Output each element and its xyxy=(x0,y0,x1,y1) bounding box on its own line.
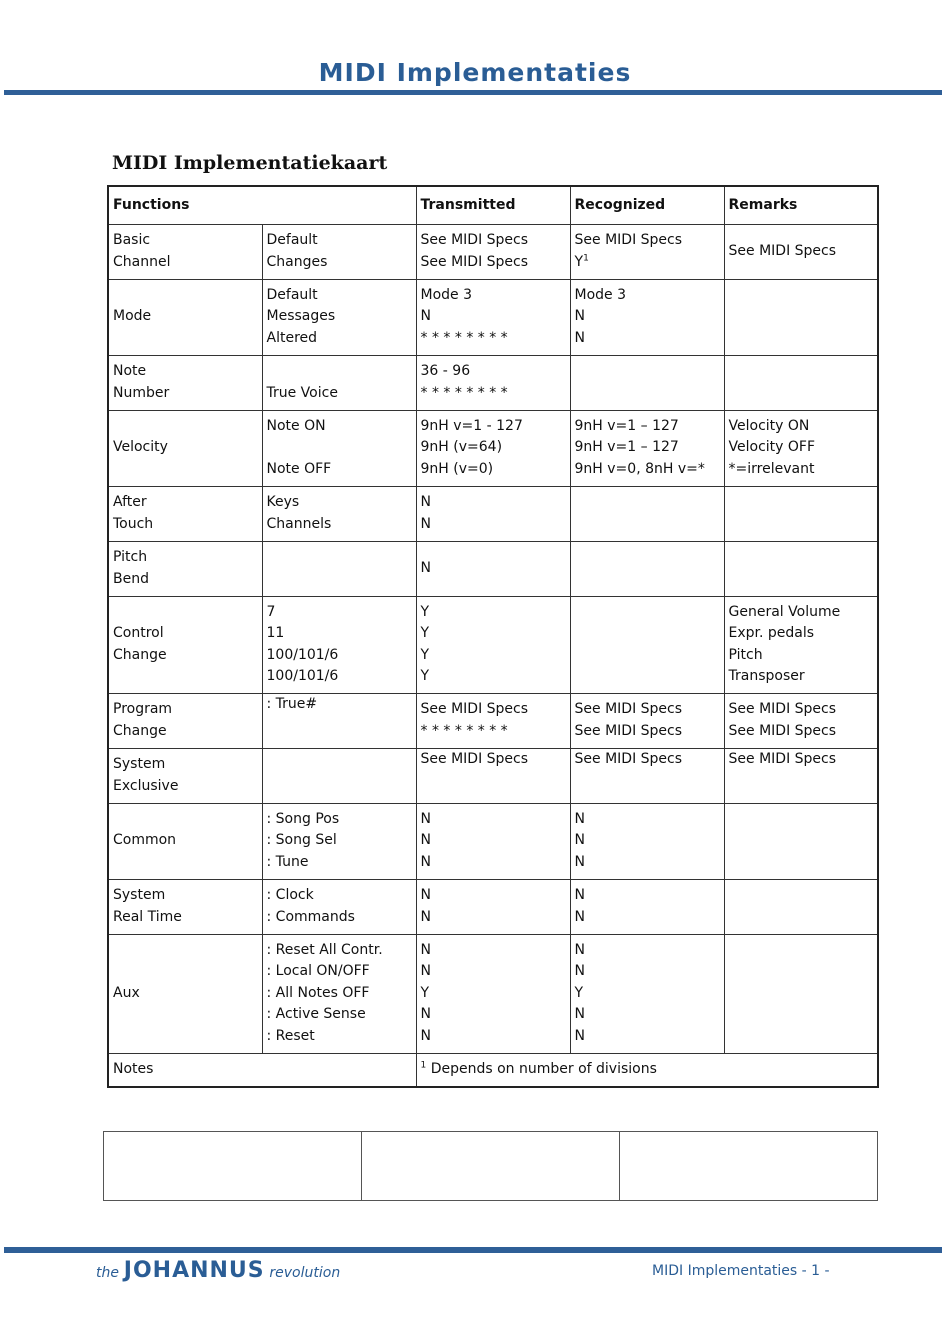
row-recognized xyxy=(570,596,724,693)
row-sub: Default Messages Altered xyxy=(262,279,416,355)
header-transmitted: Transmitted xyxy=(416,186,570,224)
header-recognized: Recognized xyxy=(570,186,724,224)
row-recognized xyxy=(570,355,724,410)
footer-rule xyxy=(4,1247,942,1253)
table-row xyxy=(108,486,878,541)
row-function: Control Change xyxy=(108,596,262,693)
header-rule xyxy=(4,90,942,95)
row-function: Mode xyxy=(108,279,262,355)
footnote-marker: 1 xyxy=(583,252,589,263)
brand-name: JOHANNUS xyxy=(123,1258,265,1283)
row-function: Note Number xyxy=(108,355,262,410)
table-row xyxy=(108,596,878,693)
row-function: Velocity xyxy=(108,410,262,486)
footer-brand xyxy=(96,1258,340,1283)
table-row xyxy=(108,279,878,355)
row-transmitted: N N xyxy=(416,486,570,541)
row-sub: Keys Channels xyxy=(262,486,416,541)
row-recognized: 9nH v=1 – 127 9nH v=1 – 127 9nH v=0, 8nH v=* xyxy=(570,410,724,486)
header-functions: Functions xyxy=(108,186,416,224)
row-sub: : Reset All Contr. : Local ON/OFF : All Notes OFF : Active Sense : Reset xyxy=(262,934,416,1053)
table-row xyxy=(108,879,878,934)
row-remarks xyxy=(724,486,878,541)
row-remarks: See MIDI Specs xyxy=(724,748,878,803)
row-function: System Exclusive xyxy=(108,748,262,803)
row-transmitted: N N N xyxy=(416,803,570,879)
empty-box-cell xyxy=(620,1132,877,1200)
brand-suffix: revolution xyxy=(269,1265,341,1281)
table-row xyxy=(108,748,878,803)
row-transmitted: Y Y Y Y xyxy=(416,596,570,693)
notes-text: Depends on number of divisions xyxy=(426,1061,657,1077)
table-row xyxy=(108,541,878,596)
row-sub: True Voice xyxy=(262,355,416,410)
row-sub xyxy=(262,748,416,803)
row-sub: Note ON Note OFF xyxy=(262,410,416,486)
header-remarks: Remarks xyxy=(724,186,878,224)
row-remarks xyxy=(724,279,878,355)
row-remarks xyxy=(724,879,878,934)
row-remarks: See MIDI Specs xyxy=(724,224,878,279)
row-transmitted: 9nH v=1 - 127 9nH (v=64) 9nH (v=0) xyxy=(416,410,570,486)
row-recognized xyxy=(570,486,724,541)
row-recognized: See MIDI Specs See MIDI Specs xyxy=(570,693,724,748)
recognized-text: See MIDI Specs Y xyxy=(574,232,683,270)
row-function: Program Change xyxy=(108,693,262,748)
row-recognized xyxy=(570,224,724,279)
brand-prefix: the xyxy=(96,1265,119,1281)
row-recognized: See MIDI Specs xyxy=(570,748,724,803)
table-row xyxy=(108,224,878,279)
row-sub xyxy=(262,541,416,596)
section-title: MIDI Implementatiekaart xyxy=(112,152,388,174)
row-function: Aux xyxy=(108,934,262,1053)
row-remarks xyxy=(724,355,878,410)
row-transmitted: N xyxy=(416,541,570,596)
row-transmitted: N N Y N N xyxy=(416,934,570,1053)
row-sub: : Clock : Commands xyxy=(262,879,416,934)
notes-label: Notes xyxy=(108,1053,416,1087)
row-function: Common xyxy=(108,803,262,879)
row-sub: : True# xyxy=(262,693,416,748)
row-remarks xyxy=(724,541,878,596)
row-sub: Default Changes xyxy=(262,224,416,279)
row-function: After Touch xyxy=(108,486,262,541)
table-row xyxy=(108,803,878,879)
row-transmitted: 36 - 96 * * * * * * * * xyxy=(416,355,570,410)
row-remarks: Velocity ON Velocity OFF *=irrelevant xyxy=(724,410,878,486)
row-recognized xyxy=(570,541,724,596)
row-remarks xyxy=(724,934,878,1053)
table-row xyxy=(108,355,878,410)
page-header-title: MIDI Implementaties xyxy=(318,58,632,87)
row-recognized: Mode 3 N N xyxy=(570,279,724,355)
row-transmitted: N N xyxy=(416,879,570,934)
row-sub: : Song Pos : Song Sel : Tune xyxy=(262,803,416,879)
notes-text-cell xyxy=(416,1053,878,1087)
row-remarks: See MIDI Specs See MIDI Specs xyxy=(724,693,878,748)
row-transmitted: Mode 3 N * * * * * * * * xyxy=(416,279,570,355)
table-row xyxy=(108,693,878,748)
footnote-marker: 1 xyxy=(420,1060,427,1071)
row-remarks xyxy=(724,803,878,879)
row-function: Basic Channel xyxy=(108,224,262,279)
row-transmitted: See MIDI Specs * * * * * * * * xyxy=(416,693,570,748)
midi-implementation-table xyxy=(107,185,879,1088)
table-row xyxy=(108,410,878,486)
empty-signature-box xyxy=(103,1131,878,1201)
empty-box-cell xyxy=(104,1132,362,1200)
row-function: Pitch Bend xyxy=(108,541,262,596)
row-recognized: N N N xyxy=(570,803,724,879)
row-recognized: N N xyxy=(570,879,724,934)
row-sub: 7 11 100/101/6 100/101/6 xyxy=(262,596,416,693)
footer-page-number: MIDI Implementaties - 1 - xyxy=(652,1263,830,1279)
table-row xyxy=(108,934,878,1053)
row-function: System Real Time xyxy=(108,879,262,934)
row-recognized: N N Y N N xyxy=(570,934,724,1053)
table-header-row xyxy=(108,186,878,224)
row-transmitted: See MIDI Specs See MIDI Specs xyxy=(416,224,570,279)
notes-row xyxy=(108,1053,878,1087)
row-remarks: General Volume Expr. pedals Pitch Transposer xyxy=(724,596,878,693)
empty-box-cell xyxy=(362,1132,620,1200)
row-transmitted: See MIDI Specs xyxy=(416,748,570,803)
